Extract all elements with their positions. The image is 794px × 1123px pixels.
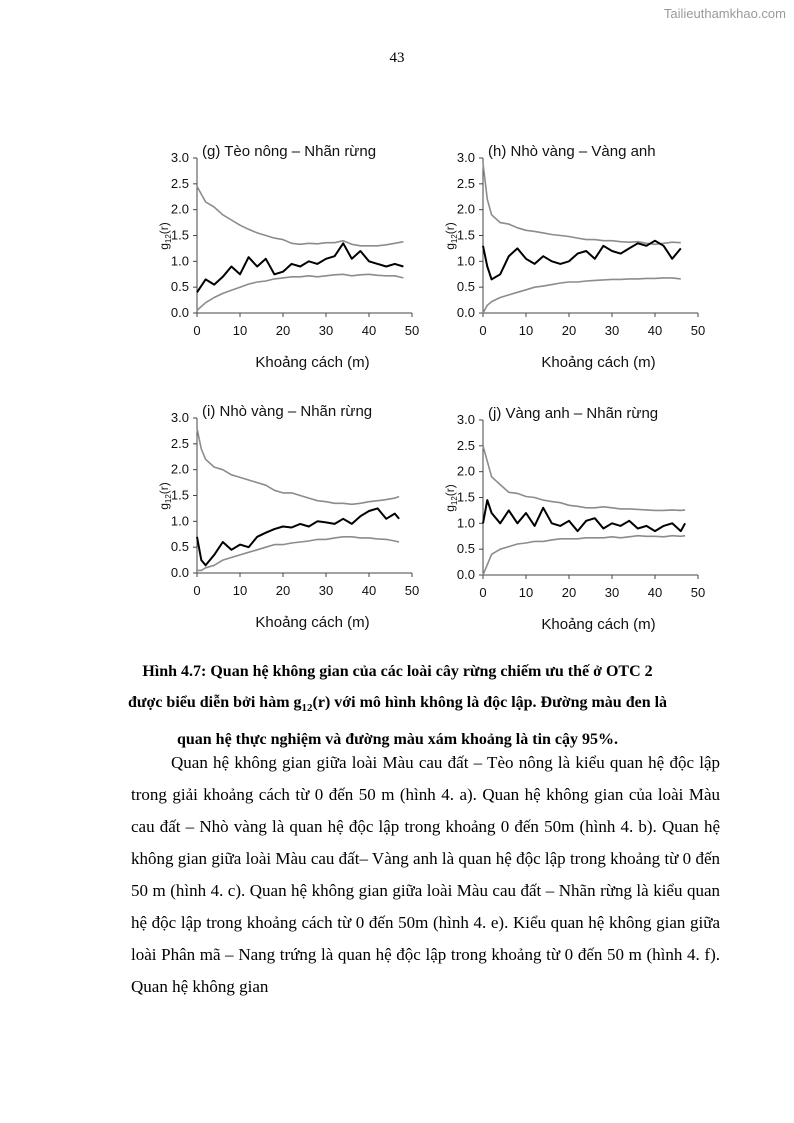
- chart-title: (i) Nhò vàng – Nhãn rừng: [202, 403, 373, 420]
- chart-panel-g: [152, 138, 452, 378]
- chart-svg-g: [152, 138, 452, 378]
- x-tick-label: 50: [690, 323, 706, 338]
- series-line-observed: [483, 500, 685, 531]
- y-tick-label: 2.5: [456, 175, 475, 191]
- body-text: [131, 747, 720, 1003]
- x-axis-label: Khoảng cách (m): [255, 614, 370, 631]
- x-tick-label: 40: [647, 323, 663, 338]
- y-tick-label: 3.0: [456, 150, 475, 165]
- y-tick-label: 2.5: [170, 175, 189, 191]
- x-axis-label: Khoảng cách (m): [255, 354, 370, 371]
- chart-title: (h) Nhò vàng – Vàng anh: [488, 143, 656, 160]
- chart-panel-h: [438, 138, 738, 378]
- y-tick-label: 2.0: [456, 201, 475, 217]
- x-tick-label: 20: [275, 323, 291, 338]
- chart-svg-i: [152, 398, 452, 638]
- y-tick-label: 0.0: [456, 567, 475, 582]
- y-tick-label: 1.0: [170, 253, 189, 269]
- x-tick-label: 10: [232, 323, 248, 338]
- chart-title: (g) Tèo nông – Nhãn rừng: [202, 143, 377, 160]
- y-tick-label: 0.0: [170, 565, 189, 580]
- y-axis-label: $g_{12}(r)$: [443, 484, 459, 512]
- x-tick-label: 10: [232, 583, 248, 598]
- x-tick-label: 40: [361, 323, 377, 338]
- figure-caption: [110, 656, 685, 755]
- series-line-upper-95-: [483, 163, 681, 244]
- x-tick-label: 40: [647, 585, 663, 600]
- y-tick-label: 0.5: [170, 539, 189, 555]
- x-tick-label: 30: [318, 323, 334, 338]
- x-axis-label: Khoảng cách (m): [541, 354, 656, 371]
- y-tick-label: 1.0: [456, 515, 475, 531]
- y-tick-label: 1.5: [456, 489, 475, 505]
- y-tick-label: 2.0: [170, 461, 189, 477]
- y-tick-label: 0.5: [170, 279, 189, 295]
- series-line-lower-95-: [197, 537, 399, 571]
- chart-panel-i: [152, 398, 452, 638]
- y-tick-label: 0.5: [456, 541, 475, 557]
- x-tick-label: 30: [604, 323, 620, 338]
- series-line-upper-95-: [197, 428, 399, 504]
- x-tick-label: 30: [318, 583, 334, 598]
- x-tick-label: 50: [404, 583, 420, 598]
- x-tick-label: 0: [479, 585, 487, 600]
- caption-text-3: (r) với mô hình không là độc lập. Đường màu đen là quan hệ thực nghiệm và đường màu xám khoảng là tin cậy 95%.: [176, 694, 668, 749]
- y-tick-label: 1.5: [170, 487, 189, 503]
- y-tick-label: 3.0: [170, 150, 189, 165]
- chart-svg-j: [438, 400, 738, 640]
- y-axis-label: $g_{12}(r)$: [157, 482, 173, 510]
- y-tick-label: 3.0: [456, 412, 475, 427]
- x-tick-label: 30: [604, 585, 620, 600]
- x-tick-label: 20: [561, 323, 577, 338]
- series-line-observed: [483, 241, 681, 280]
- caption-text-2: được biểu diễn bởi hàm g: [127, 694, 302, 711]
- series-line-lower-95-: [483, 536, 685, 575]
- x-tick-label: 0: [479, 323, 487, 338]
- series-line-observed: [197, 243, 403, 292]
- y-axis-label: $g_{12}(r)$: [443, 222, 459, 250]
- page-number: 43: [389, 50, 405, 66]
- y-tick-label: 1.5: [456, 227, 475, 243]
- y-tick-label: 0.5: [456, 279, 475, 295]
- y-tick-label: 2.0: [170, 201, 189, 217]
- series-line-lower-95-: [197, 274, 403, 310]
- y-tick-label: 1.5: [170, 227, 189, 243]
- caption-subscript: 12: [301, 702, 313, 715]
- x-tick-label: 0: [193, 583, 201, 598]
- chart-title: (j) Vàng anh – Nhãn rừng: [488, 405, 659, 422]
- y-tick-label: 2.5: [456, 437, 475, 453]
- watermark: Tailieuthamkhao.com: [663, 6, 786, 21]
- series-line-observed: [197, 508, 399, 565]
- x-tick-label: 50: [690, 585, 706, 600]
- x-tick-label: 10: [518, 585, 534, 600]
- y-tick-label: 2.5: [170, 435, 189, 451]
- y-tick-label: 1.0: [170, 513, 189, 529]
- y-tick-label: 0.0: [170, 305, 189, 320]
- y-tick-label: 3.0: [170, 410, 189, 425]
- x-tick-label: 50: [404, 323, 420, 338]
- chart-panel-j: [438, 400, 738, 640]
- chart-svg-h: [438, 138, 738, 378]
- x-tick-label: 10: [518, 323, 534, 338]
- x-tick-label: 0: [193, 323, 201, 338]
- x-tick-label: 40: [361, 583, 377, 598]
- y-tick-label: 1.0: [456, 253, 475, 269]
- series-line-upper-95-: [197, 186, 403, 245]
- y-axis-label: $g_{12}(r)$: [157, 222, 173, 250]
- body-paragraph: Quan hệ không gian giữa loài Màu cau đất – Tèo nông là kiểu quan hệ độc lập trong giải khoảng cách từ 0 đến 50 m (hình 4. a). Quan hệ không gian của loài Màu cau đất – Nhò vàng là quan hệ độc lập trong khoảng 0 đến 50m (hình 4. b). Quan hệ không gian giữa loài Màu cau đất– Vàng anh là quan hệ độc lập trong khoảng từ 0 đến 50 m (hình 4. c). Quan hệ không gian giữa loài Màu cau đất – Nhãn rừng là kiểu quan hệ độc lập trong khoảng cách từ 0 đến 50m (hình 4. e). Kiểu quan hệ không gian giữa loài Phân mã – Nang trứng là quan hệ độc lập trong khoảng từ 0 đến 50 m (hình 4. f). Quan hệ không gian: [131, 753, 720, 996]
- series-line-upper-95-: [483, 446, 685, 511]
- x-tick-label: 20: [275, 583, 291, 598]
- caption-line-1: Hình 4.7: Quan hệ không gian của các loài cây rừng chiếm ưu thế ở OTC 2: [142, 663, 653, 680]
- series-line-lower-95-: [483, 278, 681, 313]
- x-axis-label: Khoảng cách (m): [541, 616, 656, 633]
- y-tick-label: 2.0: [456, 463, 475, 479]
- y-tick-label: 0.0: [456, 305, 475, 320]
- x-tick-label: 20: [561, 585, 577, 600]
